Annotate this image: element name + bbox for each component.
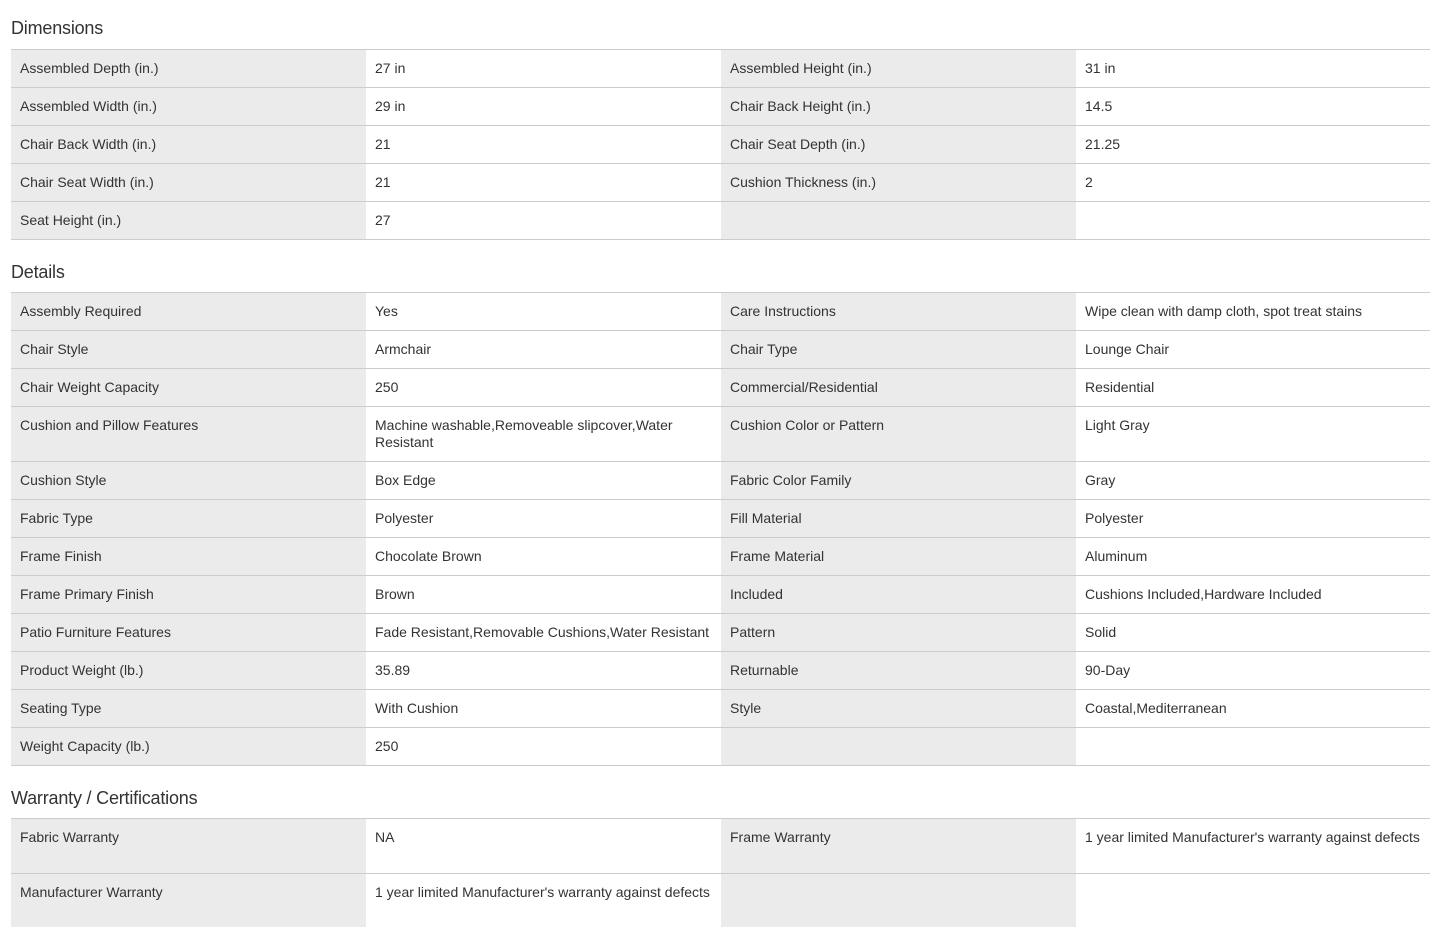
table-row (11, 369, 1430, 407)
table-row (11, 164, 1430, 202)
spec-label-empty (721, 202, 1076, 240)
dimensions-section (11, 0, 1430, 240)
table-row (11, 407, 1430, 462)
spec-label: Fill Material (721, 500, 1076, 538)
spec-value: Gray (1076, 462, 1430, 500)
spec-value: Armchair (366, 331, 721, 369)
spec-value: Polyester (1076, 500, 1430, 538)
spec-label: Fabric Color Family (721, 462, 1076, 500)
spec-label: Chair Back Width (in.) (11, 126, 366, 164)
spec-label: Included (721, 576, 1076, 614)
spec-value-empty (1076, 728, 1430, 766)
spec-label: Pattern (721, 614, 1076, 652)
table-row (11, 652, 1430, 690)
spec-label: Seat Height (in.) (11, 202, 366, 240)
spec-label: Manufacturer Warranty (11, 874, 366, 927)
spec-value: 21 (366, 126, 721, 164)
spec-label: Assembled Height (in.) (721, 50, 1076, 88)
spec-label: Chair Seat Depth (in.) (721, 126, 1076, 164)
spec-label: Commercial/Residential (721, 369, 1076, 407)
spec-value: 21.25 (1076, 126, 1430, 164)
spec-label: Fabric Type (11, 500, 366, 538)
table-row (11, 576, 1430, 614)
table-row (11, 690, 1430, 728)
spec-value-empty (1076, 874, 1430, 927)
spec-label: Cushion and Pillow Features (11, 407, 366, 462)
spec-label: Chair Type (721, 331, 1076, 369)
spec-label: Frame Material (721, 538, 1076, 576)
spec-value: Light Gray (1076, 407, 1430, 462)
spec-label: Cushion Thickness (in.) (721, 164, 1076, 202)
table-row (11, 500, 1430, 538)
details-table (11, 292, 1430, 766)
spec-value: Brown (366, 576, 721, 614)
spec-label: Chair Back Height (in.) (721, 88, 1076, 126)
table-row (11, 50, 1430, 88)
spec-value: 27 in (366, 50, 721, 88)
spec-label: Frame Warranty (721, 819, 1076, 874)
table-row (11, 538, 1430, 576)
spec-value: Solid (1076, 614, 1430, 652)
table-row (11, 293, 1430, 331)
table-row (11, 728, 1430, 766)
spec-value: With Cushion (366, 690, 721, 728)
table-row (11, 874, 1430, 927)
table-row (11, 462, 1430, 500)
section-title-warranty: Warranty / Certifications (11, 788, 198, 808)
spec-value: Fade Resistant,Removable Cushions,Water Resistant (366, 614, 721, 652)
dimensions-table (11, 49, 1430, 240)
table-row (11, 88, 1430, 126)
spec-value: 90-Day (1076, 652, 1430, 690)
spec-label: Cushion Color or Pattern (721, 407, 1076, 462)
spec-value: 14.5 (1076, 88, 1430, 126)
warranty-section (11, 766, 1430, 927)
spec-value: Lounge Chair (1076, 331, 1430, 369)
spec-label: Returnable (721, 652, 1076, 690)
spec-label: Frame Primary Finish (11, 576, 366, 614)
spec-value: 21 (366, 164, 721, 202)
spec-value: Coastal,Mediterranean (1076, 690, 1430, 728)
spec-value-empty (1076, 202, 1430, 240)
table-row (11, 614, 1430, 652)
warranty-table (11, 818, 1430, 927)
section-title-details: Details (11, 262, 65, 282)
spec-value: Aluminum (1076, 538, 1430, 576)
spec-value: Cushions Included,Hardware Included (1076, 576, 1430, 614)
spec-label: Style (721, 690, 1076, 728)
spec-value: 31 in (1076, 50, 1430, 88)
spec-value: 35.89 (366, 652, 721, 690)
spec-value: Chocolate Brown (366, 538, 721, 576)
spec-value: Box Edge (366, 462, 721, 500)
spec-value: 27 (366, 202, 721, 240)
spec-value: 29 in (366, 88, 721, 126)
spec-value: Polyester (366, 500, 721, 538)
table-row (11, 331, 1430, 369)
spec-label: Chair Weight Capacity (11, 369, 366, 407)
spec-label: Assembled Depth (in.) (11, 50, 366, 88)
spec-label: Frame Finish (11, 538, 366, 576)
spec-label: Fabric Warranty (11, 819, 366, 874)
spec-label: Care Instructions (721, 293, 1076, 331)
spec-label: Assembled Width (in.) (11, 88, 366, 126)
spec-label: Product Weight (lb.) (11, 652, 366, 690)
spec-label-empty (721, 728, 1076, 766)
table-row (11, 819, 1430, 874)
spec-value: NA (366, 819, 721, 874)
spec-value: Residential (1076, 369, 1430, 407)
section-title-dimensions: Dimensions (11, 18, 104, 38)
spec-value: Wipe clean with damp cloth, spot treat stains (1076, 293, 1430, 331)
table-row (11, 202, 1430, 240)
spec-value: 2 (1076, 164, 1430, 202)
spec-value: 250 (366, 728, 721, 766)
spec-label: Cushion Style (11, 462, 366, 500)
details-section (11, 240, 1430, 766)
spec-label: Chair Seat Width (in.) (11, 164, 366, 202)
spec-label: Weight Capacity (lb.) (11, 728, 366, 766)
spec-value: 1 year limited Manufacturer's warranty against defects (366, 874, 721, 927)
spec-value: 1 year limited Manufacturer's warranty against defects (1076, 819, 1430, 874)
spec-value: 250 (366, 369, 721, 407)
spec-value: Machine washable,Removeable slipcover,Water Resistant (366, 407, 721, 462)
spec-label-empty (721, 874, 1076, 927)
table-row (11, 126, 1430, 164)
spec-value: Yes (366, 293, 721, 331)
spec-label: Assembly Required (11, 293, 366, 331)
spec-label: Patio Furniture Features (11, 614, 366, 652)
spec-label: Chair Style (11, 331, 366, 369)
spec-label: Seating Type (11, 690, 366, 728)
